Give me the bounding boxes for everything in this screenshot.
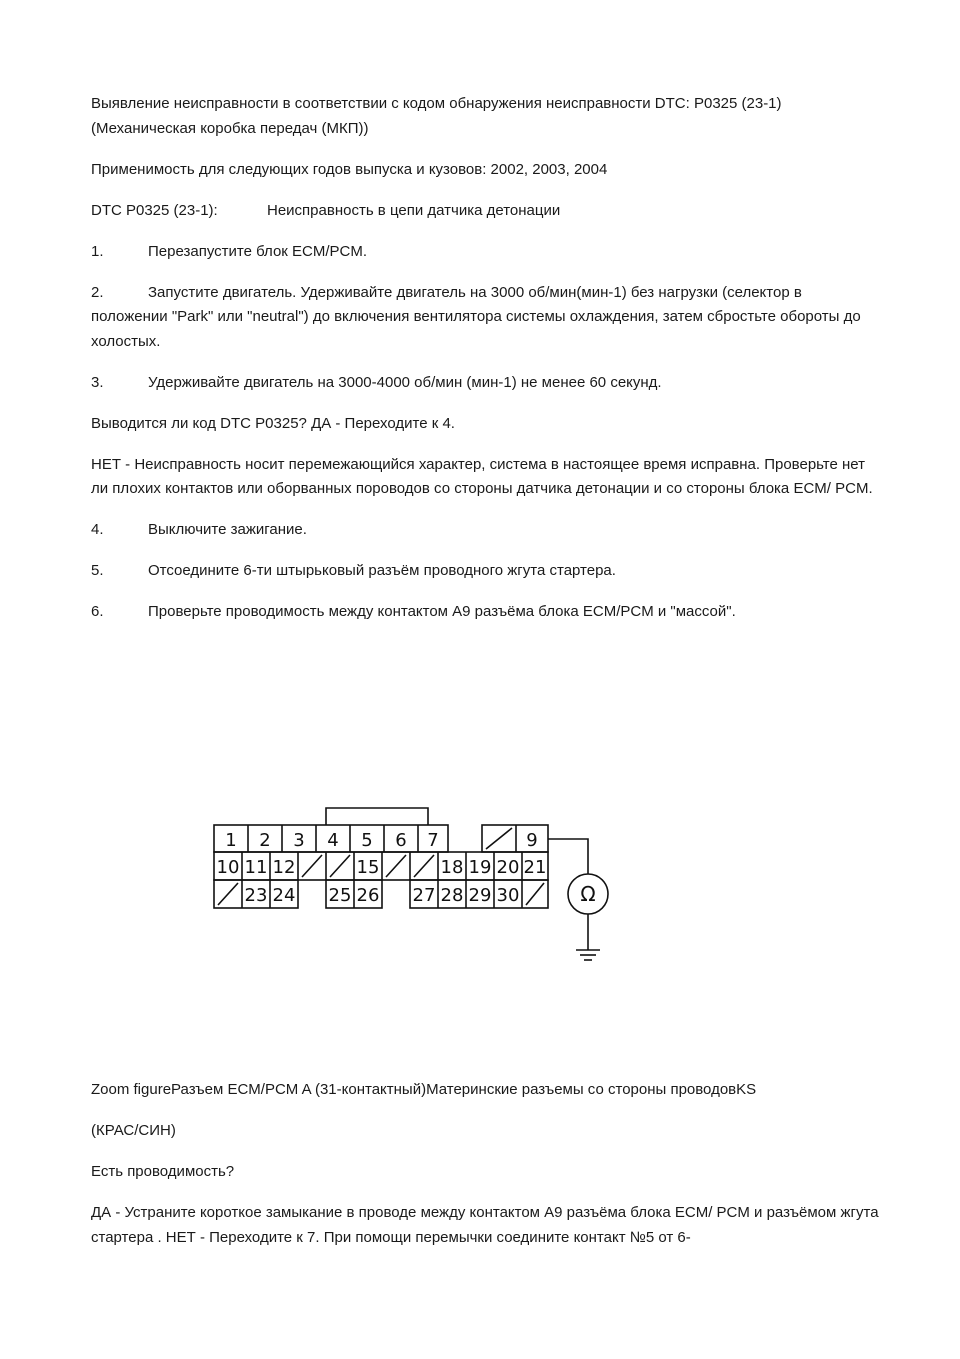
- dtc-line: [91, 199, 881, 224]
- step-number: 6.: [91, 603, 104, 620]
- step-text: Удерживайте двигатель на 3000-4000 об/мин (мин-1) не менее 60 секунд.: [148, 373, 662, 391]
- pin-label: 30: [496, 885, 520, 906]
- step-text: Запустите двигатель. Удерживайте двигатель на 3000 об/мин(мин-1) без нагрузки (селектор в: [148, 283, 802, 301]
- document-lower: [91, 1078, 881, 1267]
- pin-label: 20: [496, 857, 520, 878]
- ground-icon: [576, 950, 600, 960]
- document-body: [91, 92, 881, 641]
- pin-label: 12: [272, 857, 296, 878]
- pin-label: 23: [244, 885, 268, 906]
- empty-cavity-slash: [486, 828, 512, 849]
- step-2: [91, 281, 881, 306]
- pin-label: 5: [361, 830, 373, 851]
- pin-label: 7: [427, 830, 439, 851]
- pin-label: 11: [244, 857, 268, 878]
- pin-label: 24: [272, 885, 296, 906]
- step-text: Перезапустите блок ECM/PCM.: [148, 242, 368, 260]
- pin-label: 27: [412, 885, 436, 906]
- connector-latch: [326, 808, 428, 825]
- step-6: [91, 600, 881, 625]
- pin-label: 28: [440, 885, 464, 906]
- step-text: Проверьте проводимость между контактом A9 разъёма блока ECM/PCM и "массой".: [148, 603, 736, 620]
- pin-label: 4: [327, 830, 339, 851]
- pin-label: 2: [259, 830, 271, 851]
- dtc-description: Неисправность в цепи датчика детонации: [267, 201, 561, 219]
- row1-right-frame: [482, 825, 548, 852]
- pin-label: 29: [468, 885, 492, 906]
- step-number: 4.: [91, 521, 104, 538]
- no-branch: НЕТ - Неисправность носит перемежающийся характер, система в настоящее время исправна. Проверьте нет ли плохих контактов или оборванных пороводов со стороны датчика детонации и со стороны блока ECM/ PCM.: [91, 455, 873, 497]
- step-4: [91, 518, 881, 543]
- heading-line-1: Выявление неисправности в соответствии с кодом обнаружения неисправности DTC: P0325 (23-1): [91, 95, 782, 112]
- pin-label: 18: [440, 857, 464, 878]
- pin-label: 1: [225, 830, 237, 851]
- pin-label: 25: [328, 885, 352, 906]
- step-number: 1.: [91, 242, 104, 260]
- step-number: 2.: [91, 283, 104, 301]
- pin-label: 15: [356, 857, 380, 878]
- step-1: [91, 240, 881, 265]
- question-1: Выводится ли код DTC P0325? ДА - Переходите к 4.: [91, 414, 455, 432]
- figure-caption: Zoom figureРазъем ECM/PCM A (31-контактный)Материнские разъемы со стороны проводовKS: [91, 1081, 757, 1098]
- pin-label: 3: [293, 830, 305, 851]
- pin-label: 10: [216, 857, 240, 878]
- heading-line-2: (Механическая коробка передач (МКП)): [91, 119, 369, 137]
- heading: [91, 92, 881, 141]
- yes-branch: ДА - Устраните короткое замыкание в проводе между контактом A9 разъёма блока ECM/ PCM и разъёмом жгута стартера . НЕТ - Переходите к 7. При помощи перемычки соедините контакт №5 от 6-: [91, 1204, 879, 1246]
- question-2: Есть проводимость?: [91, 1163, 235, 1180]
- step-2-continuation: положении "Park" или "neutral") до включения вентилятора системы охлаждения, затем сбростьте обороты до холостых.: [91, 308, 861, 350]
- step-text: Выключите зажигание.: [148, 521, 307, 538]
- step-5: [91, 559, 881, 584]
- ohmmeter-symbol: Ω: [580, 882, 596, 906]
- pin-label: 26: [356, 885, 380, 906]
- pin-label: 19: [468, 857, 492, 878]
- step-number: 3.: [91, 373, 104, 391]
- test-lead-wire: [548, 839, 588, 874]
- wire-color: (КРАС/СИН): [91, 1122, 176, 1139]
- applicability: Применимость для следующих годов выпуска и кузовов: 2002, 2003, 2004: [91, 160, 608, 178]
- step-number: 5.: [91, 562, 104, 579]
- step-text: Отсоедините 6-ти штырьковый разъём проводного жгута стартера.: [148, 562, 616, 579]
- pin-label: 21: [523, 857, 547, 878]
- dtc-code: DTC P0325 (23-1):: [91, 201, 218, 219]
- step-3: [91, 371, 881, 396]
- pin-label: 6: [395, 830, 407, 851]
- connector-diagram: [200, 795, 620, 970]
- pin-label-a9: 9: [526, 830, 538, 851]
